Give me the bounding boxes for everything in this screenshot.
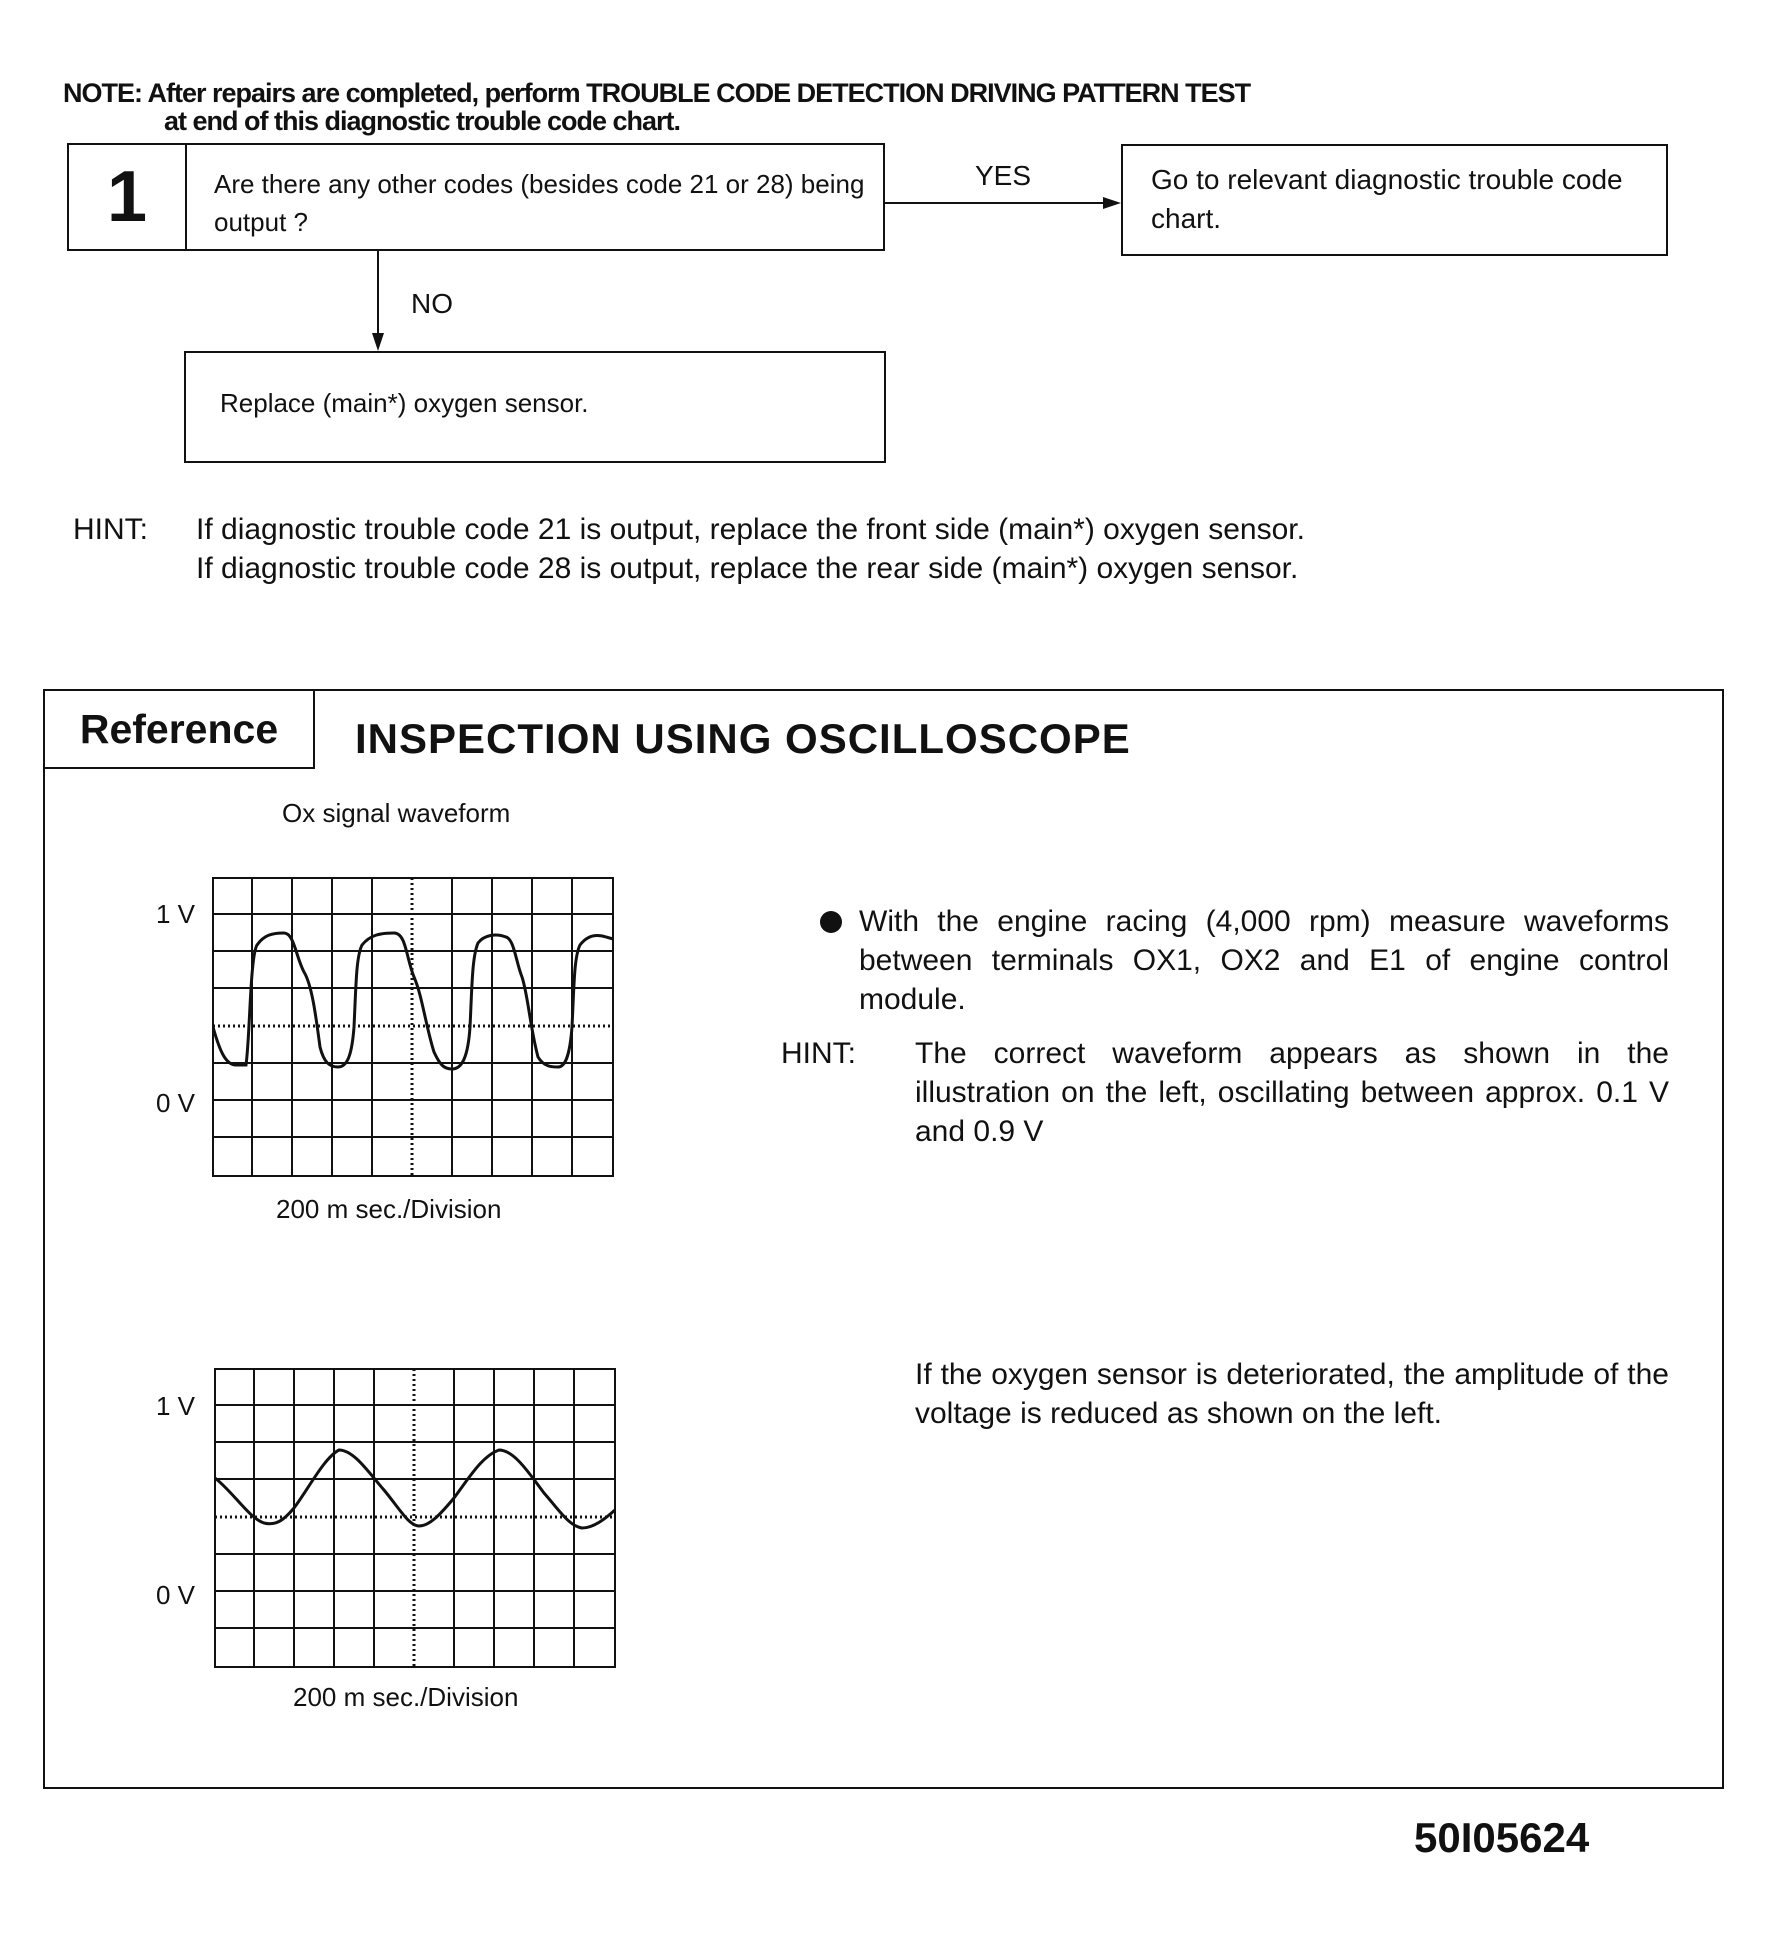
yes-action-box	[1121, 144, 1668, 256]
no-arrow-head	[372, 333, 384, 351]
hint-line-2: If diagnostic trouble code 28 is output, replace the rear side (main*) oxygen sensor.	[196, 552, 1299, 585]
scope1-1v-label: 1 V	[156, 899, 196, 929]
yes-action-text: Go to relevant diagnostic trouble code chart.	[1151, 164, 1623, 234]
scope1-title: Ox signal waveform	[282, 798, 511, 828]
scope2-display	[214, 1368, 616, 1669]
yes-label: YES	[975, 160, 1032, 191]
scope2-caption: 200 m sec./Division	[293, 1682, 519, 1712]
reference-tab: Reference	[45, 691, 315, 769]
hint-label: HINT:	[73, 513, 148, 546]
scope2-grid	[215, 1369, 615, 1667]
no-label: NO	[411, 288, 453, 319]
reference-hint-label: HINT:	[781, 1037, 856, 1070]
scope1-caption: 200 m sec./Division	[276, 1194, 502, 1224]
reference-title: INSPECTION USING OSCILLOSCOPE	[355, 715, 1131, 762]
scope1-grid	[213, 878, 613, 1176]
step-number: 1	[69, 145, 187, 249]
scope1-0v-label: 0 V	[156, 1088, 196, 1118]
deteriorated-text: If the oxygen sensor is deteriorated, the amplitude of the voltage is reduced as shown on the left.	[915, 1358, 1669, 1430]
no-action-text: Replace (main*) oxygen sensor.	[220, 388, 589, 418]
step-question: Are there any other codes (besides code 21 or 28) being output ?	[214, 169, 865, 237]
note-line-2: at end of this diagnostic trouble code chart.	[164, 106, 681, 136]
reference-hint-text: The correct waveform appears as shown in the illustration on the left, oscillating between approx. 0.1 V and 0.9 V	[915, 1037, 1669, 1148]
scope2-0v-label: 0 V	[156, 1580, 196, 1610]
yes-arrow-head	[1103, 197, 1121, 209]
note-line-1: NOTE: After repairs are completed, perform TROUBLE CODE DETECTION DRIVING PATTERN TEST	[63, 78, 1251, 108]
no-action-box	[184, 351, 886, 463]
scope1-display	[212, 877, 614, 1178]
bullet-dot-icon	[820, 911, 842, 933]
bullet-text: With the engine racing (4,000 rpm) measure waveforms between terminals OX1, OX2 and E1 of engine control module.	[859, 905, 1669, 1016]
scope2-1v-label: 1 V	[156, 1391, 196, 1421]
hint-line-1: If diagnostic trouble code 21 is output, replace the front side (main*) oxygen sensor.	[196, 513, 1305, 546]
figure-code: 50I05624	[1414, 1814, 1590, 1861]
